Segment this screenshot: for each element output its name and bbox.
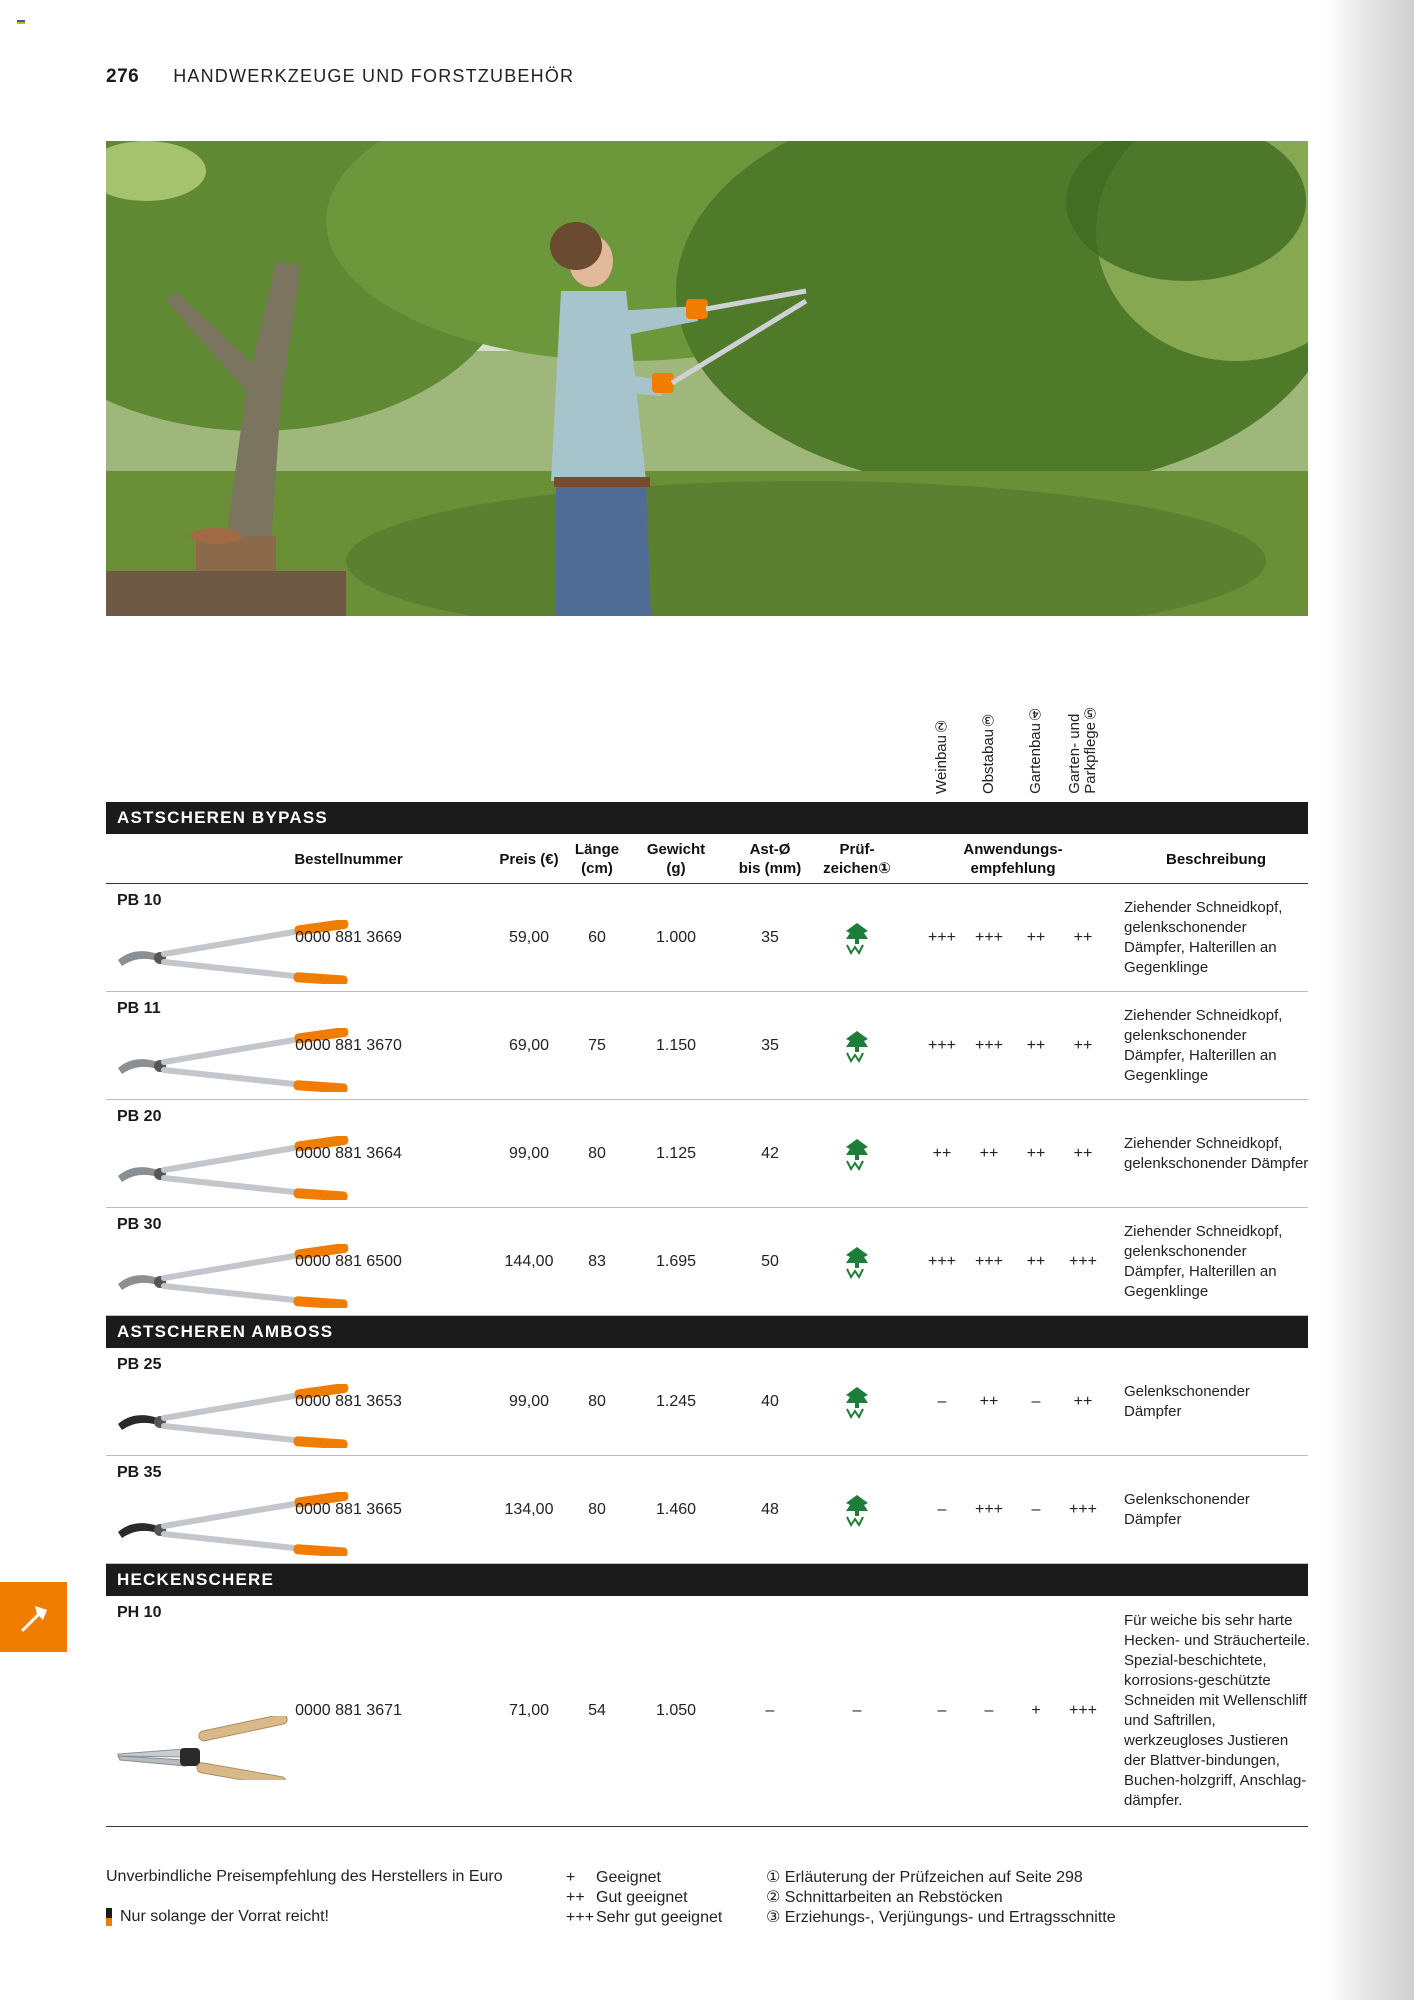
test-mark: [812, 1100, 902, 1207]
usage-rating: –: [937, 1702, 947, 1719]
order-number: 0000 881 6500: [295, 1252, 402, 1270]
price: 134,00: [504, 1500, 554, 1518]
usage-rating: –: [937, 1392, 947, 1410]
branch-diameter: 42: [761, 1144, 779, 1162]
price-note: Unverbindliche Preisempfehlung des Herstellers in Euro: [106, 1868, 503, 1885]
usage-rating: +++: [927, 1036, 957, 1054]
price: 144,00: [504, 1252, 554, 1270]
usage-rating: –: [1031, 1392, 1041, 1410]
legend-item: + Geeignet: [566, 1869, 661, 1886]
section-title: HANDWERKZEUGE UND FORSTZUBEHÖR: [173, 66, 575, 86]
header-weinbau: Weinbau②: [933, 717, 950, 794]
price: 59,00: [508, 928, 550, 946]
product-description: Ziehender Schneidkopf, gelenkschonender Dämpfer: [1124, 1134, 1309, 1172]
price: 69,00: [508, 1036, 550, 1054]
col-beschreibung: Beschreibung: [1165, 850, 1267, 868]
branch-diameter: 48: [761, 1500, 779, 1518]
section-bar: ASTSCHEREN BYPASS: [106, 802, 1308, 834]
order-number: 0000 881 3664: [295, 1144, 402, 1162]
weight: 1.050: [655, 1702, 697, 1719]
usage-rating: +: [1031, 1702, 1041, 1719]
usage-rating: ++: [1073, 928, 1093, 946]
usage-rating: +++: [1068, 1252, 1098, 1270]
col-ast: Ast-Ø bis (mm): [738, 841, 802, 877]
product-model: PB 30: [117, 1216, 162, 1233]
stock-note: [106, 1908, 329, 1926]
product-model: PH 10: [117, 1604, 162, 1621]
hero-photo: [106, 141, 1308, 616]
length: 83: [588, 1252, 606, 1270]
product-row[interactable]: [106, 1208, 1308, 1316]
col-gewicht: Gewicht (g): [646, 841, 706, 877]
product-model: PB 35: [117, 1464, 162, 1481]
order-number: 0000 881 3671: [295, 1702, 402, 1719]
kwf-test-mark-icon: [844, 1137, 870, 1171]
product-row[interactable]: [106, 992, 1308, 1100]
product-row[interactable]: [106, 1100, 1308, 1208]
usage-rating: –: [984, 1702, 994, 1719]
usage-rating: +++: [1068, 1702, 1098, 1719]
col-bestellnummer: Bestellnummer: [294, 850, 403, 868]
weight: 1.125: [655, 1144, 697, 1162]
price: 99,00: [508, 1144, 550, 1162]
usage-rating: +++: [974, 1252, 1004, 1270]
stock-warning-icon: [106, 1908, 112, 1926]
header-gartenbau: Gartenbau④: [1027, 705, 1044, 794]
usage-rating: +++: [927, 1252, 957, 1270]
page-number: 276: [106, 66, 140, 87]
kwf-test-mark-icon: [844, 1029, 870, 1063]
usage-rating: ++: [1026, 1036, 1046, 1054]
weight: 1.245: [655, 1392, 697, 1410]
length: 80: [588, 1392, 606, 1410]
price: 99,00: [508, 1392, 550, 1410]
section-bar: ASTSCHEREN AMBOSS: [106, 1316, 1308, 1348]
footnote: ② Schnittarbeiten an Rebstöcken: [766, 1889, 1003, 1906]
footnotes: [766, 1868, 1116, 1928]
product-row[interactable]: [106, 1348, 1308, 1456]
kwf-test-mark-icon: [844, 1245, 870, 1279]
product-description: Ziehender Schneidkopf, gelenkschonender Dämpfer, Halterillen an Gegenklinge: [1124, 1006, 1283, 1084]
product-description: Für weiche bis sehr harte Hecken- und Sträucherteile. Spezial-beschichtete, korrosions-geschützte Schneiden mit Wellenschliff und Saftrillen, werkzeugloses Justieren der Blattver-bindungen, Buchen-holzgriff, Anschlag-dämpfer.: [1124, 1612, 1310, 1809]
price: 71,00: [508, 1702, 550, 1719]
usage-rating: ++: [1026, 1252, 1046, 1270]
column-header-row: [106, 834, 1308, 884]
usage-rating: +++: [1068, 1500, 1098, 1518]
usage-rating: –: [1031, 1500, 1041, 1518]
test-mark: [812, 1208, 902, 1315]
product-description: Ziehender Schneidkopf, gelenkschonender Dämpfer, Halterillen an Gegenklinge: [1124, 1222, 1283, 1300]
test-mark: –: [852, 1702, 862, 1719]
usage-rating: +++: [927, 928, 957, 946]
test-mark: [812, 1456, 902, 1563]
product-description: Ziehender Schneidkopf, gelenkschonender Dämpfer, Halterillen an Gegenklinge: [1124, 898, 1283, 976]
product-row[interactable]: [106, 884, 1308, 992]
corner-flag-icon: [17, 20, 25, 24]
col-pruefzeichen: Prüf- zeichen①: [823, 841, 891, 877]
usage-rating: ++: [1026, 1144, 1046, 1162]
kwf-test-mark-icon: [844, 1493, 870, 1527]
length: 75: [588, 1036, 606, 1054]
usage-rating: ++: [1026, 928, 1046, 946]
branch-diameter: –: [765, 1702, 775, 1719]
order-number: 0000 881 3665: [295, 1500, 402, 1518]
header-parkpflege: Garten- und Parkpflege⑤: [1066, 704, 1099, 794]
stock-note-text: Nur solange der Vorrat reicht!: [120, 1908, 329, 1925]
footnote: ③ Erziehungs-, Verjüngungs- und Ertragsschnitte: [766, 1909, 1116, 1926]
test-mark: [812, 992, 902, 1099]
branch-diameter: 40: [761, 1392, 779, 1410]
usage-rating: ++: [1073, 1392, 1093, 1410]
order-number: 0000 881 3670: [295, 1036, 402, 1054]
product-model: PB 11: [117, 1000, 161, 1017]
usage-rating: ++: [979, 1392, 999, 1410]
length: 60: [588, 928, 606, 946]
usage-rating: ++: [1073, 1036, 1093, 1054]
product-description: Gelenkschonender Dämpfer: [1124, 1382, 1250, 1420]
page-edge-shadow: [1326, 0, 1414, 2000]
product-model: PB 25: [117, 1356, 162, 1373]
test-mark: [812, 1348, 902, 1455]
weight: 1.695: [655, 1252, 697, 1270]
product-row[interactable]: [106, 1456, 1308, 1564]
weight: 1.460: [655, 1500, 697, 1518]
usage-rating: +++: [974, 1036, 1004, 1054]
section-tab-axe-icon[interactable]: [0, 1582, 67, 1652]
usage-rating: ++: [932, 1144, 952, 1162]
rating-legend: [566, 1868, 722, 1928]
length: 80: [588, 1144, 606, 1162]
product-row[interactable]: [106, 1596, 1308, 1827]
usage-rating: +++: [974, 1500, 1004, 1518]
footnote: ① Erläuterung der Prüfzeichen auf Seite 298: [766, 1869, 1083, 1886]
col-anwendung: Anwendungs- empfehlung: [963, 841, 1063, 877]
legend-item: ++ Gut geeignet: [566, 1889, 688, 1906]
test-mark: [812, 884, 902, 991]
usage-rating: +++: [974, 928, 1004, 946]
weight: 1.150: [655, 1036, 697, 1054]
usage-rating: ++: [979, 1144, 999, 1162]
section-bar: HECKENSCHERE: [106, 1564, 1308, 1596]
legend-item: +++ Sehr gut geeignet: [566, 1909, 723, 1926]
order-number: 0000 881 3653: [295, 1392, 402, 1410]
length: 80: [588, 1500, 606, 1518]
product-model: PB 10: [117, 892, 162, 909]
branch-diameter: 35: [761, 1036, 779, 1054]
usage-rating: ++: [1073, 1144, 1093, 1162]
product-table: [106, 802, 1308, 1827]
kwf-test-mark-icon: [844, 1385, 870, 1419]
col-laenge: Länge (cm): [574, 841, 620, 877]
branch-diameter: 35: [761, 928, 779, 946]
page-header: [106, 66, 574, 90]
usage-rating: –: [937, 1500, 947, 1518]
length: 54: [588, 1702, 606, 1719]
order-number: 0000 881 3669: [295, 928, 402, 946]
header-obstbau: Obstabau③: [980, 710, 997, 794]
product-model: PB 20: [117, 1108, 162, 1125]
product-description: Gelenkschonender Dämpfer: [1124, 1490, 1250, 1528]
weight: 1.000: [655, 928, 697, 946]
kwf-test-mark-icon: [844, 921, 870, 955]
col-preis: Preis (€): [499, 850, 559, 868]
branch-diameter: 50: [761, 1252, 779, 1270]
